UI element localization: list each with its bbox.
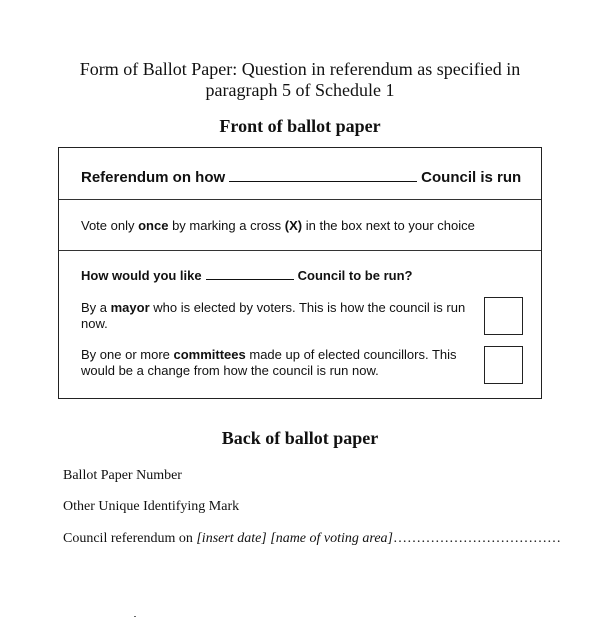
option-committees [81,347,466,379]
referendum-title-prefix: Referendum on how [81,169,226,186]
option-mayor-prefix: By a [81,300,111,315]
council-referendum-placeholder: [insert date] [name of voting area] [196,531,393,546]
scan-speck [134,616,136,617]
ballot-paper-front [58,147,542,399]
option-committees-suffix: made up of elected councillors. This would be a change from how the council is run now. [81,347,457,378]
option-mayor [81,300,466,332]
unique-identifying-mark-label: Other Unique Identifying Mark [63,499,240,514]
front-of-ballot-heading: Front of ballot paper [219,116,381,136]
instruction-x-mark: (X) [284,218,303,233]
option-committees-prefix: By one or more [81,347,174,362]
ballot-paper-number-label: Ballot Paper Number [63,468,182,483]
question-section [59,251,541,398]
option-committees-keyword: committees [173,347,246,362]
page-title [40,59,560,101]
mayor-vote-box[interactable] [484,297,523,335]
page-title-line-2: paragraph 5 of Schedule 1 [205,80,395,100]
council-name-blank [229,167,417,182]
page-title-line-1: Form of Ballot Paper: Question in referendum as specified in [79,59,521,79]
voting-instruction-section [59,200,541,251]
voting-instruction [81,218,475,233]
back-of-ballot-heading: Back of ballot paper [221,428,379,448]
committees-vote-box[interactable] [484,346,523,384]
question-prefix: How would you like [81,268,202,283]
referendum-title-suffix: Council is run [421,169,522,186]
question-suffix: Council to be run? [297,268,413,283]
referendum-title-section [59,148,541,200]
option-mayor-keyword: mayor [110,300,150,315]
instruction-prefix: Vote only [81,218,139,233]
council-referendum-line [63,531,561,547]
instruction-once: once [138,218,169,233]
council-referendum-prefix: Council referendum on [63,531,197,546]
referendum-question [81,267,412,283]
question-council-blank [206,267,294,280]
instruction-suffix: in the box next to your choice [302,218,475,233]
council-referendum-dots: ……………………………… [393,531,561,546]
instruction-middle: by marking a cross [168,218,285,233]
referendum-title [81,167,535,186]
option-mayor-suffix: who is elected by voters. This is how the council is run now. [81,300,466,331]
